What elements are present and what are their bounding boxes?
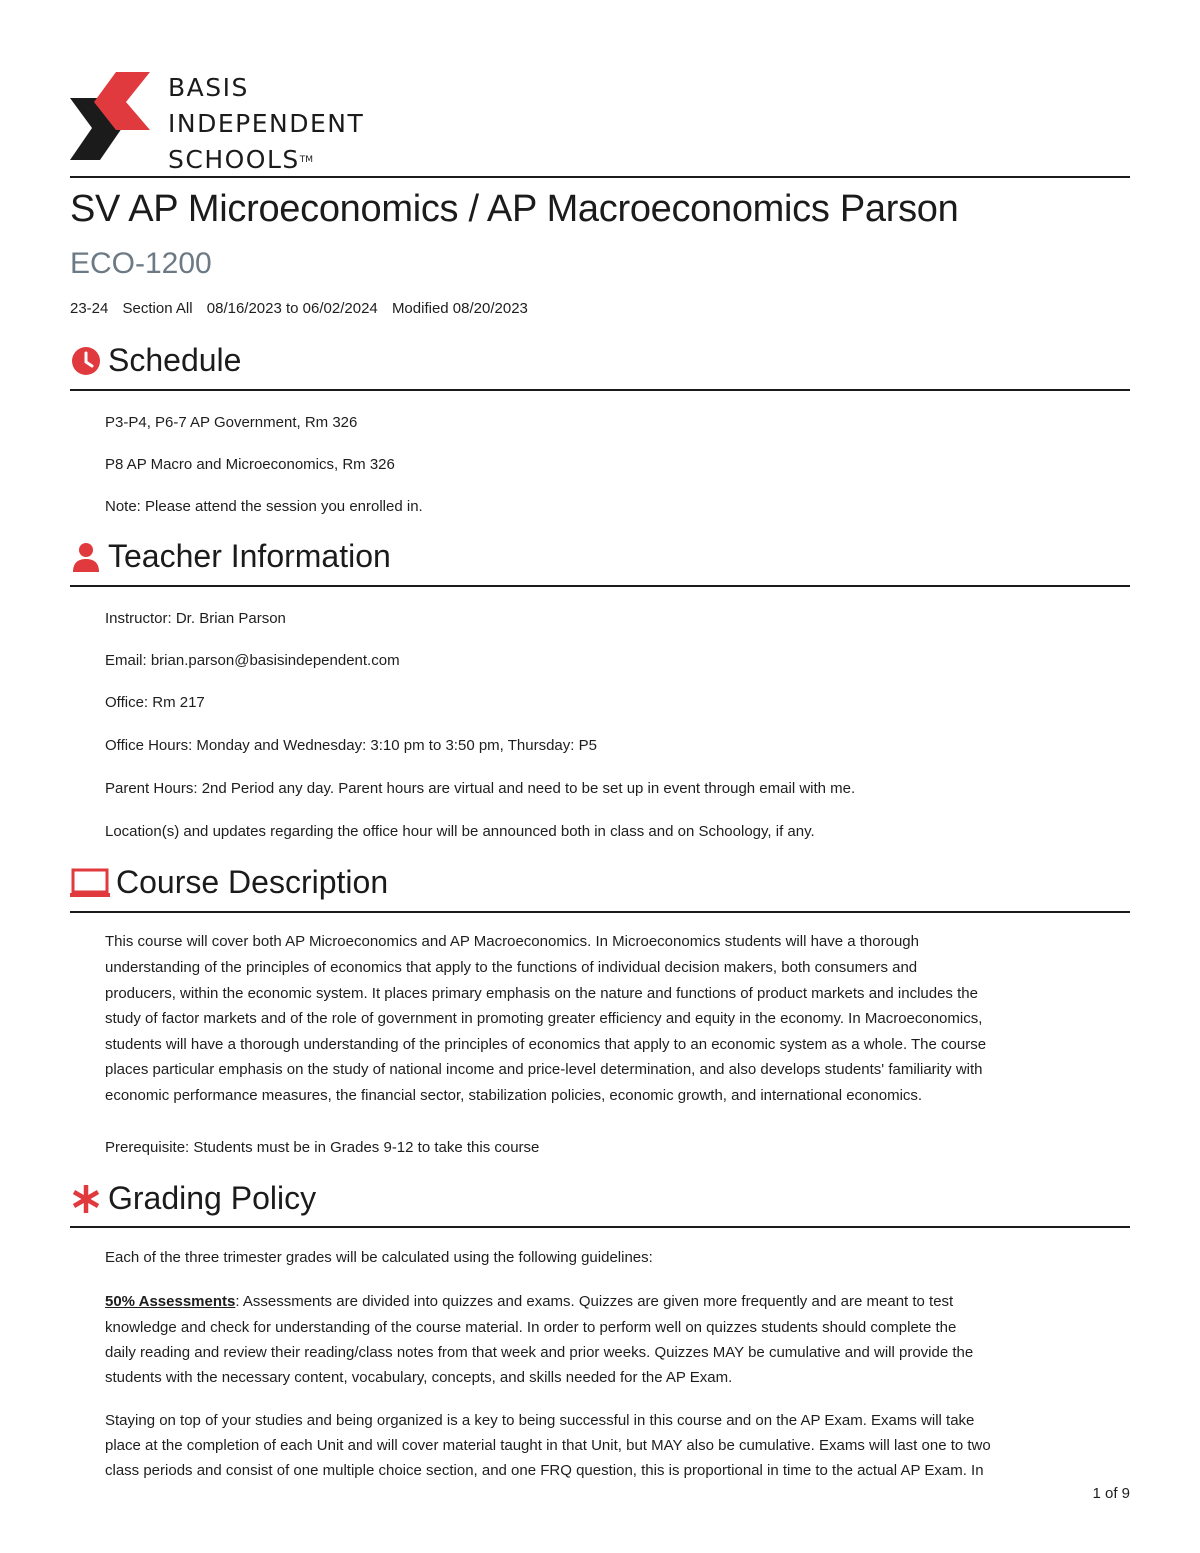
course-heading: [70, 864, 388, 901]
clock-icon: [70, 345, 102, 377]
meta-section: Section All: [122, 300, 193, 317]
asterisk-icon: [70, 1183, 102, 1215]
course-desc-line-3: producers, within the economic system. It places primary emphasis on the nature and functions of product markets and includes the: [105, 985, 978, 1002]
schedule-divider: [70, 389, 1130, 391]
schedule-line-2: P8 AP Macro and Microeconomics, Rm 326: [105, 456, 395, 473]
logo-wordmark: [168, 70, 364, 178]
assessments-line-4: students with the necessary content, vocabulary, concepts, and skills needed for the AP Exam.: [105, 1369, 733, 1386]
course-desc-line-1: This course will cover both AP Microeconomics and AP Macroeconomics. In Microeconomics students will have a thorough: [105, 933, 919, 950]
course-title: Course Description: [116, 864, 389, 900]
meta-dates: 08/16/2023 to 06/02/2024: [206, 300, 378, 317]
assessments-line-1: [105, 1289, 1130, 1314]
person-icon: [70, 541, 102, 573]
course-desc-line-2: understanding of the principles of economics that apply to the functions of individual decision makers, both consumers and: [105, 959, 918, 976]
teacher-office: Office: Rm 217: [105, 694, 205, 711]
teacher-parent-hours: Parent Hours: 2nd Period any day. Parent hours are virtual and need to be set up in event through email with me.: [105, 780, 856, 797]
grading-divider: [70, 1226, 1130, 1228]
course-desc-line-5: students will have a thorough understanding of the principles of economics that apply to an economic system as a whole. The course: [105, 1036, 987, 1053]
logo-line-3: [168, 142, 364, 178]
grading-heading: [70, 1180, 316, 1217]
assessments-line-3: daily reading and review their reading/class notes from that week and prior weeks. Quizzes MAY be cumulative and will provide the: [105, 1344, 974, 1361]
course-divider: [70, 911, 1130, 913]
basis-logo-mark-icon: [70, 70, 152, 162]
schedule-heading: [70, 342, 241, 379]
assessments-label: 50% Assessments: [105, 1293, 236, 1310]
teacher-email: Email: brian.parson@basisindependent.com: [105, 652, 400, 669]
meta-modified: Modified 08/20/2023: [391, 300, 528, 317]
staying-line-1: Staying on top of your studies and being organized is a key to being successful in this course and on the AP Exam. Exams will take: [105, 1412, 975, 1429]
assessments-line-2: knowledge and check for understanding of the course material. In order to perform well on quizzes students should complete the: [105, 1319, 957, 1336]
teacher-title: Teacher Information: [108, 538, 391, 574]
staying-line-2: place at the completion of each Unit and will cover material taught in that Unit, but MAY also be cumulative. Exams will last one to two: [105, 1437, 991, 1454]
staying-line-3: class periods and consist of one multiple choice section, and one FRQ question, this is proportional in time to the actual AP Exam. In: [105, 1462, 984, 1479]
assessments-text-1: : Assessments are divided into quizzes and exams. Quizzes are given more frequently and are meant to test: [235, 1293, 954, 1310]
trademark-mark: TM: [299, 155, 314, 165]
schedule-title: Schedule: [108, 342, 242, 378]
course-meta: [70, 300, 538, 317]
grading-title: Grading Policy: [108, 1180, 317, 1216]
header-divider: [70, 176, 1130, 178]
laptop-icon: [70, 867, 110, 899]
course-desc-line-4: study of factor markets and of the role of government in promoting greater efficiency and equity in the economy. In Macroeconomics,: [105, 1010, 983, 1027]
logo-line-3-text: SCHOOLS: [168, 145, 300, 174]
teacher-instructor: Instructor: Dr. Brian Parson: [105, 610, 286, 627]
schedule-line-1: P3-P4, P6-7 AP Government, Rm 326: [105, 414, 358, 431]
page-title: SV AP Microeconomics / AP Macroeconomics Parson: [70, 188, 959, 230]
logo-line-1: BASIS: [168, 73, 249, 102]
course-desc-line-7: economic performance measures, the financial sector, stabilization policies, economic growth, and international economics.: [105, 1087, 923, 1104]
course-prerequisite: Prerequisite: Students must be in Grades 9-12 to take this course: [105, 1139, 540, 1156]
grading-intro: Each of the three trimester grades will be calculated using the following guidelines:: [105, 1249, 653, 1266]
course-code: ECO-1200: [70, 247, 212, 280]
teacher-heading: [70, 538, 391, 575]
meta-year: 23-24: [70, 300, 109, 317]
logo-line-2: INDEPENDENT: [168, 109, 365, 138]
school-logo: [70, 70, 400, 174]
course-desc-line-6: places particular emphasis on the study of national income and price-level determination, and also develops students' familiarity with: [105, 1061, 983, 1078]
teacher-location: Location(s) and updates regarding the office hour will be announced both in class and on Schoology, if any.: [105, 823, 815, 840]
teacher-office-hours: Office Hours: Monday and Wednesday: 3:10 pm to 3:50 pm, Thursday: P5: [105, 737, 597, 754]
page-number: 1 of 9: [1092, 1485, 1130, 1502]
schedule-note: Note: Please attend the session you enrolled in.: [105, 498, 423, 515]
teacher-divider: [70, 585, 1130, 587]
